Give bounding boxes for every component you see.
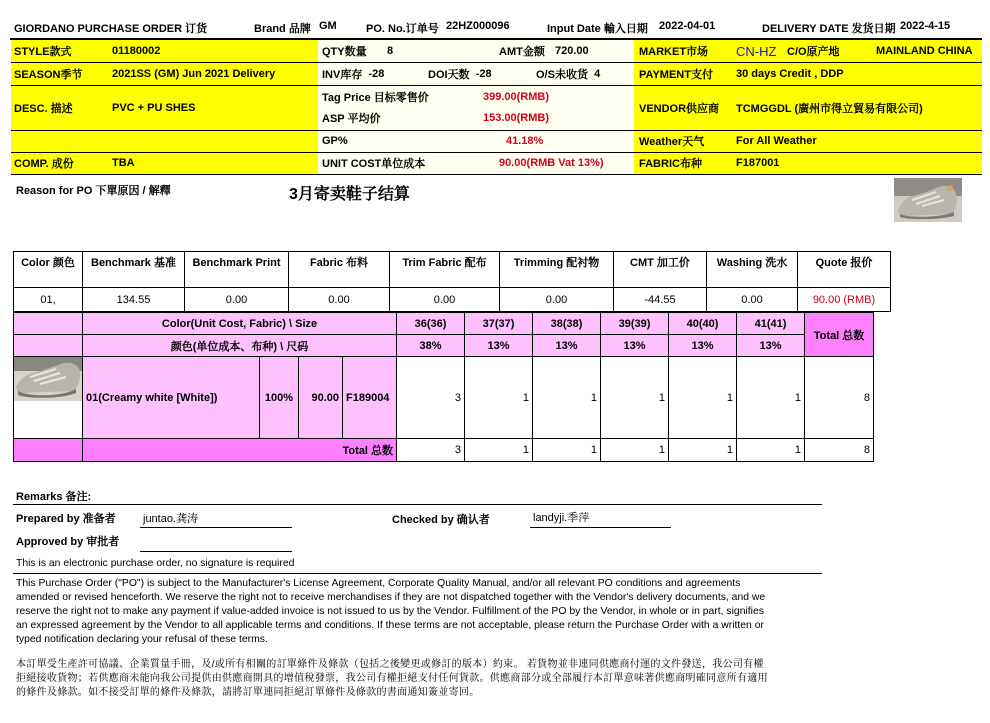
legal-en xyxy=(16,577,765,647)
qty-cell[interactable]: 1 xyxy=(737,357,805,439)
prepared-label: Prepared by 准备者 xyxy=(16,513,116,525)
grand-total: 8 xyxy=(805,439,874,462)
size-header-en: Color(Unit Cost, Fabric) \ Size xyxy=(83,313,397,335)
costing-header: Washing 洗水 xyxy=(707,252,798,288)
size-ratio: 13% xyxy=(737,335,805,357)
prepared-signature-line xyxy=(140,527,292,528)
qty-cell[interactable]: 1 xyxy=(669,357,737,439)
inv-value: -28 xyxy=(368,67,385,80)
size-label: 40(40) xyxy=(669,313,737,335)
weather-label: Weather天气 xyxy=(639,136,705,148)
season-value: 2021SS (GM) Jun 2021 Delivery xyxy=(112,67,276,80)
costing-cell: 0.00 xyxy=(707,288,798,312)
size-header-row xyxy=(14,313,874,335)
size-ratio: 13% xyxy=(669,335,737,357)
legal-en-line: reserve the right not to make any payment if value-added invoice is not issued to us by the Vendor. Fulfillment of the PO by the Vendor, in whole or in part, signifies xyxy=(16,606,764,617)
legal-zh-line: 本訂單受生產許可協議、企業質量手冊，及/或所有相關的訂單條件及條款（包括之後變更或修訂的版本）約束。 若貨物並非連同供應商付運的文件發送，我公司有權 xyxy=(16,659,764,670)
info-row-line xyxy=(11,130,982,131)
unit-cost-value: 90.00(RMB Vat 13%) xyxy=(499,157,604,169)
checked-signature-line xyxy=(530,527,671,528)
color-fabric: F189004 xyxy=(343,357,397,439)
brand-label: Brand 品牌 xyxy=(254,23,311,35)
size-header-zh: 颜色(单位成本、布种) \ 尺码 xyxy=(83,335,397,357)
season-label: SEASON季节 xyxy=(14,68,83,81)
delivery-date-value: 2022-4-15 xyxy=(900,20,951,32)
checked-label: Checked by 确认者 xyxy=(392,514,490,526)
size-ratio: 38% xyxy=(397,335,465,357)
footer-qty: 1 xyxy=(533,439,601,462)
remarks-divider xyxy=(13,504,822,505)
costing-header: Benchmark Print xyxy=(185,252,289,288)
gp-label: GP% xyxy=(322,135,348,147)
doi-label: DOI天数 xyxy=(428,68,470,81)
size-label: 37(37) xyxy=(465,313,533,335)
input-date-value: 2022-04-01 xyxy=(659,20,716,32)
costing-header: Fabric 布料 xyxy=(289,252,390,288)
total-row xyxy=(14,439,874,462)
fabric-value: F187001 xyxy=(736,157,780,169)
qty-cell[interactable]: 1 xyxy=(601,357,669,439)
doi-value: -28 xyxy=(475,67,492,80)
costing-cell: 0.00 xyxy=(185,288,289,312)
comp-label: COMP. 成份 xyxy=(14,158,74,170)
legal-zh-line: 的條件及條款。如不接受訂單的條件及條款，請將訂單連同拒絕訂單條件及條款的書面通知簽並寄回。 xyxy=(16,687,480,698)
blank-cell xyxy=(14,335,83,357)
costing-header: CMT 加工价 xyxy=(614,252,707,288)
footer-qty: 1 xyxy=(669,439,737,462)
costing-header: Quote 报价 xyxy=(798,252,891,288)
comp-value: TBA xyxy=(112,157,135,169)
legal-zh xyxy=(16,658,768,700)
costing-header: Benchmark 基准 xyxy=(83,252,185,288)
unit-cost-label: UNIT COST单位成本 xyxy=(322,158,426,170)
size-ratio: 13% xyxy=(601,335,669,357)
delivery-date-label: DELIVERY DATE 发货日期 xyxy=(762,23,896,35)
desc-value: PVC + PU SHES xyxy=(112,101,196,114)
color-thumbnail-cell xyxy=(14,357,83,439)
po-title: GIORDANO PURCHASE ORDER 订货 xyxy=(14,23,208,35)
size-label: 38(38) xyxy=(533,313,601,335)
prepared-value: juntao.龚涛 xyxy=(143,513,199,525)
footer-qty: 1 xyxy=(465,439,533,462)
electronic-note: This is an electronic purchase order, no signature is required xyxy=(16,558,295,569)
style-value: 01180002 xyxy=(112,45,161,57)
input-date-label: Input Date 輸入日期 xyxy=(547,23,648,35)
desc-label: DESC. 描述 xyxy=(14,102,73,115)
size-label: 39(39) xyxy=(601,313,669,335)
color-row xyxy=(14,357,874,439)
gp-value: 41.18% xyxy=(506,135,544,147)
color-pct: 100% xyxy=(260,357,299,439)
reason-label: Reason for PO 下單原因 / 解釋 xyxy=(16,185,171,197)
costing-cell: 0.00 xyxy=(390,288,500,312)
footer-qty: 1 xyxy=(601,439,669,462)
color-name: 01(Creamy white [White]) xyxy=(83,357,260,439)
market-label: MARKET市场 xyxy=(639,46,709,58)
row-total: 8 xyxy=(805,357,874,439)
qty-value: 8 xyxy=(387,45,394,57)
size-ratio-row xyxy=(14,335,874,357)
footer-qty: 3 xyxy=(397,439,465,462)
costing-cell: -44.55 xyxy=(614,288,707,312)
style-label: STYLE款式 xyxy=(14,46,72,58)
blank-cell xyxy=(14,439,83,462)
footer-qty: 1 xyxy=(737,439,805,462)
approved-signature-line xyxy=(140,551,292,552)
legal-en-line: This Purchase Order ("PO") is subject to the Manufacturer's License Agreement, Corporate Quality Manual, and/or all relevant PO conditions and agreements xyxy=(16,578,741,589)
po-number-value: 22HZ000096 xyxy=(446,20,510,32)
costing-header: Trim Fabric 配布 xyxy=(390,252,500,288)
os-group xyxy=(533,62,600,85)
costing-cell: 0.00 xyxy=(500,288,614,312)
size-label: 41(41) xyxy=(737,313,805,335)
qty-cell[interactable]: 1 xyxy=(465,357,533,439)
qty-label: QTY数量 xyxy=(322,46,367,58)
shoe-image-icon xyxy=(14,357,82,401)
reason-value: 3月寄卖鞋子结算 xyxy=(289,186,410,203)
legal-en-line: an expressed agreement by the Vendor to all applicable terms and conditions. If these terms are not acceptable, please return the Purchase Order with a written or xyxy=(16,620,764,631)
info-row-line xyxy=(11,174,982,175)
approved-label: Approved by 审批者 xyxy=(16,536,120,548)
costing-cell: 01, xyxy=(14,288,83,312)
brand-value: GM xyxy=(319,20,337,32)
payment-label: PAYMENT支付 xyxy=(639,68,713,81)
footer-total-label: Total 总数 xyxy=(83,439,397,462)
fabric-label: FABRIC布种 xyxy=(639,158,702,170)
legal-en-line: amended or revised henceforth. We reserve the right not to receive merchandises if they are not dispatched together with the Vendor's delivery documents, and we xyxy=(16,592,766,603)
doi-group xyxy=(425,62,492,85)
os-value: 4 xyxy=(594,67,601,80)
asp-value: 153.00(RMB) xyxy=(483,112,550,124)
origin-value: MAINLAND CHINA xyxy=(876,45,973,57)
costing-header: Color 颜色 xyxy=(14,252,83,288)
asp-label: ASP 平均价 xyxy=(322,113,381,125)
weather-value: For All Weather xyxy=(736,135,817,147)
size-ratio: 13% xyxy=(533,335,601,357)
qty-cell[interactable]: 1 xyxy=(533,357,601,439)
vendor-label: VENDOR供应商 xyxy=(639,102,720,115)
size-label: 36(36) xyxy=(397,313,465,335)
legal-zh-line: 拒絕接收貨物；若供應商未能向我公司提供由供應商開具的增值稅發票，我公司有權拒絕支付任何貨款。供應商部分或全部履行本訂單意味著供應商明確同意所有適用 xyxy=(16,673,768,684)
costing-table xyxy=(13,251,891,312)
quote-cell: 90.00 (RMB) xyxy=(798,288,891,312)
remarks-label: Remarks 备注: xyxy=(16,491,92,503)
origin-label: C/O原产地 xyxy=(787,46,840,58)
costing-cell: 0.00 xyxy=(289,288,390,312)
inv-group xyxy=(319,62,384,85)
costing-header: Trimming 配衬物 xyxy=(500,252,614,288)
payment-value: 30 days Credit , DDP xyxy=(736,67,844,80)
shoe-image-icon xyxy=(894,178,962,222)
legal-divider xyxy=(13,573,822,574)
size-breakdown-table xyxy=(13,312,874,462)
tag-price-label: Tag Price 目标零售价 xyxy=(322,91,429,104)
tag-price-value: 399.00(RMB) xyxy=(483,90,550,103)
costing-cell: 134.55 xyxy=(83,288,185,312)
os-label: O/S未收货 xyxy=(536,68,588,81)
qty-cell[interactable]: 3 xyxy=(397,357,465,439)
checked-value: landyji.季萍 xyxy=(533,512,590,524)
legal-en-line: typed notification declaring your refusal of these terms. xyxy=(16,634,268,645)
costing-header-row xyxy=(14,252,891,288)
costing-row xyxy=(14,288,891,312)
inv-label: INV库存 xyxy=(322,68,363,81)
amt-label: AMT金额 xyxy=(499,46,545,58)
color-cost: 90.00 xyxy=(299,357,343,439)
total-header: Total 总数 xyxy=(805,313,874,357)
vendor-value: TCMGGDL (廣州市得立貿易有限公司) xyxy=(736,102,923,115)
blank-cell xyxy=(14,313,83,335)
product-thumbnail xyxy=(894,178,962,222)
amt-value: 720.00 xyxy=(555,45,589,57)
size-ratio: 13% xyxy=(465,335,533,357)
market-value: CN-HZ xyxy=(736,43,777,59)
po-number-label: PO. No.订单号 xyxy=(366,23,439,35)
